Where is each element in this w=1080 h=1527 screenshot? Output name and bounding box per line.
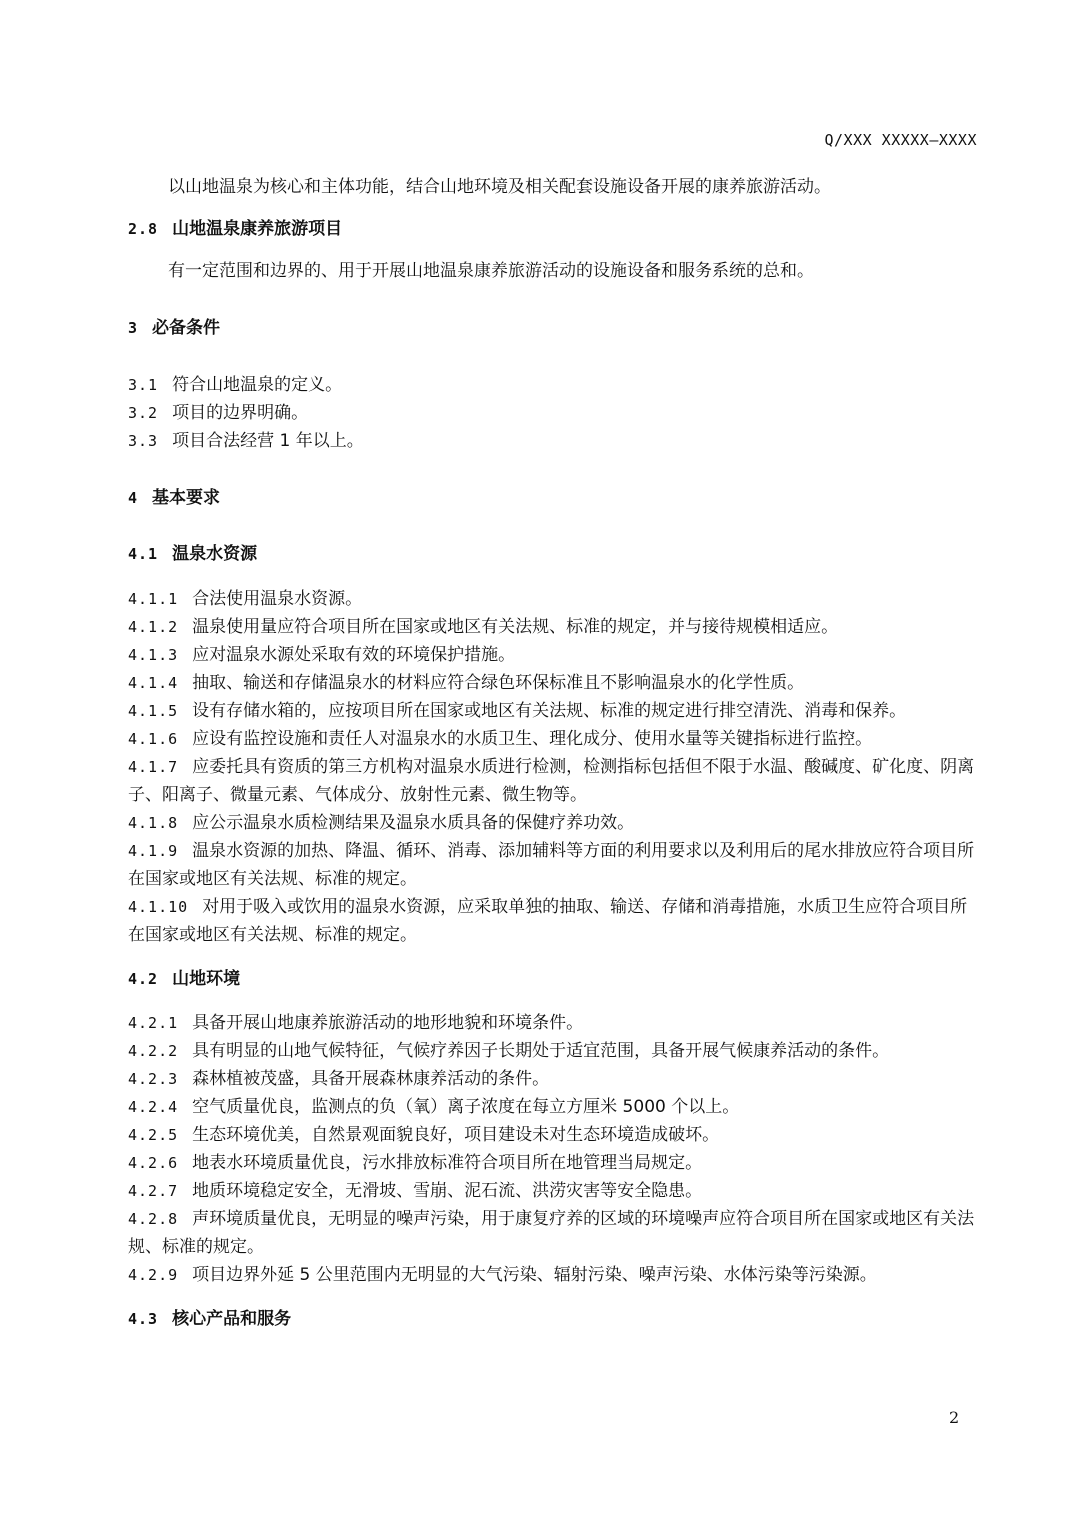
clause-text: 对用于吸入或饮用的温泉水资源，应采取单独的抽取、输送、存储和消毒措施，水质卫生应符合项目所在国家或地区有关法规、标准的规定。	[128, 897, 968, 945]
clause-4-2-7	[128, 1177, 980, 1205]
clause-number: 4.1.6	[128, 730, 179, 748]
clause-number: 4.2.8	[128, 1210, 179, 1228]
clause-4-1-2	[128, 613, 980, 641]
clause-number: 4.2.7	[128, 1182, 179, 1200]
clause-text: 温泉水资源的加热、降温、循环、消毒、添加辅料等方面的利用要求以及利用后的尾水排放应符合项目所在国家或地区有关法规、标准的规定。	[128, 841, 975, 889]
clause-4-2-3	[128, 1065, 980, 1093]
clause-text: 温泉使用量应符合项目所在国家或地区有关法规、标准的规定，并与接待规模相适应。	[192, 617, 839, 637]
clause-3-1	[128, 371, 980, 399]
document-code: Q/XXX XXXXX—XXXX	[824, 131, 977, 149]
clause-number: 4.2.3	[128, 1070, 179, 1088]
section-number: 4	[128, 489, 139, 507]
clause-number: 4.1.4	[128, 674, 179, 692]
section-number: 4.1	[128, 545, 159, 563]
clause-number: 4.2.6	[128, 1154, 179, 1172]
heading-2-8	[128, 216, 980, 243]
clause-number: 4.1.2	[128, 618, 179, 636]
section-title: 必备条件	[152, 318, 221, 338]
clause-4-1-5	[128, 697, 980, 725]
clause-4-2-2	[128, 1037, 980, 1065]
heading-3	[128, 315, 980, 342]
clause-text: 应委托具有资质的第三方机构对温泉水质进行检测，检测指标包括但不限于水温、酸碱度、矿化度、阴离子、阳离子、微量元素、气体成分、放射性元素、微生物等。	[128, 757, 975, 805]
paragraph-2-8-definition: 有一定范围和边界的、用于开展山地温泉康养旅游活动的设施设备和服务系统的总和。	[168, 261, 814, 281]
clause-text: 符合山地温泉的定义。	[172, 375, 343, 395]
clause-text: 生态环境优美，自然景观面貌良好，项目建设未对生态环境造成破坏。	[192, 1125, 720, 1145]
clause-text: 声环境质量优良，无明显的噪声污染，用于康复疗养的区域的环境噪声应符合项目所在国家或地区有关法规、标准的规定。	[128, 1209, 975, 1257]
clause-text: 空气质量优良，监测点的负（氧）离子浓度在每立方厘米 5000 个以上。	[192, 1097, 740, 1117]
clause-4-2-4	[128, 1093, 980, 1121]
clause-text: 抽取、输送和存储温泉水的材料应符合绿色环保标准且不影响温泉水的化学性质。	[192, 673, 805, 693]
clause-number: 4.1.5	[128, 702, 179, 720]
clause-number: 4.1.8	[128, 814, 179, 832]
clause-number: 4.2.4	[128, 1098, 179, 1116]
section-title: 核心产品和服务	[172, 1309, 292, 1329]
clause-3-2	[128, 399, 980, 427]
heading-4-2	[128, 966, 980, 993]
section-title: 温泉水资源	[172, 544, 258, 564]
clause-number: 4.1.7	[128, 758, 179, 776]
clause-number: 3.1	[128, 376, 159, 394]
clause-4-1-7	[128, 753, 980, 809]
clause-4-2-5	[128, 1121, 980, 1149]
heading-4-1	[128, 541, 980, 568]
clause-number: 4.2.2	[128, 1042, 179, 1060]
clause-4-1-10	[128, 893, 980, 949]
clause-text: 应公示温泉水质检测结果及温泉水质具备的保健疗养功效。	[192, 813, 635, 833]
heading-4-3	[128, 1306, 980, 1333]
paragraph-2-7-definition: 以山地温泉为核心和主体功能，结合山地环境及相关配套设施设备开展的康养旅游活动。	[168, 177, 831, 197]
clause-4-2-9	[128, 1261, 980, 1289]
clause-4-2-6	[128, 1149, 980, 1177]
clause-text: 合法使用温泉水资源。	[192, 589, 363, 609]
section-title: 基本要求	[152, 488, 221, 508]
section-number: 4.3	[128, 1310, 159, 1328]
clause-number: 4.1.3	[128, 646, 179, 664]
clause-text: 设有存储水箱的，应按项目所在国家或地区有关法规、标准的规定进行排空清洗、消毒和保养。	[192, 701, 907, 721]
section-title: 山地环境	[172, 969, 241, 989]
page-number: 2	[949, 1408, 960, 1427]
clause-text: 具备开展山地康养旅游活动的地形地貌和环境条件。	[192, 1013, 584, 1033]
clause-4-1-8	[128, 809, 980, 837]
section-number: 3	[128, 319, 139, 337]
heading-4	[128, 485, 980, 512]
clause-text: 项目的边界明确。	[172, 403, 309, 423]
section-number: 2.8	[128, 220, 159, 238]
clause-4-2-8	[128, 1205, 980, 1261]
clause-4-1-3	[128, 641, 980, 669]
clause-number: 4.2.9	[128, 1266, 179, 1284]
clause-number: 3.3	[128, 432, 159, 450]
clause-text: 地质环境稳定安全，无滑坡、雪崩、泥石流、洪涝灾害等安全隐患。	[192, 1181, 703, 1201]
clause-number: 3.2	[128, 404, 159, 422]
clause-number: 4.1.9	[128, 842, 179, 860]
clause-text: 项目边界外延 5 公里范围内无明显的大气污染、辐射污染、噪声污染、水体污染等污染源。	[192, 1265, 877, 1285]
section-number: 4.2	[128, 970, 159, 988]
clause-text: 应对温泉水源处采取有效的环境保护措施。	[192, 645, 516, 665]
clause-4-1-1	[128, 585, 980, 613]
clause-number: 4.1.1	[128, 590, 179, 608]
clause-text: 项目合法经营 1 年以上。	[172, 431, 364, 451]
clause-text: 具有明显的山地气候特征，气候疗养因子长期处于适宜范围，具备开展气候康养活动的条件。	[192, 1041, 890, 1061]
clause-number: 4.2.1	[128, 1014, 179, 1032]
clause-number: 4.1.10	[128, 898, 189, 916]
clause-4-2-1	[128, 1009, 980, 1037]
clause-text: 地表水环境质量优良，污水排放标准符合项目所在地管理当局规定。	[192, 1153, 703, 1173]
clause-number: 4.2.5	[128, 1126, 179, 1144]
clause-text: 应设有监控设施和责任人对温泉水的水质卫生、理化成分、使用水量等关键指标进行监控。	[192, 729, 873, 749]
clause-4-1-9	[128, 837, 980, 893]
clause-text: 森林植被茂盛，具备开展森林康养活动的条件。	[192, 1069, 550, 1089]
clause-4-1-6	[128, 725, 980, 753]
section-title: 山地温泉康养旅游项目	[172, 219, 343, 239]
clause-3-3	[128, 427, 980, 455]
clause-4-1-4	[128, 669, 980, 697]
